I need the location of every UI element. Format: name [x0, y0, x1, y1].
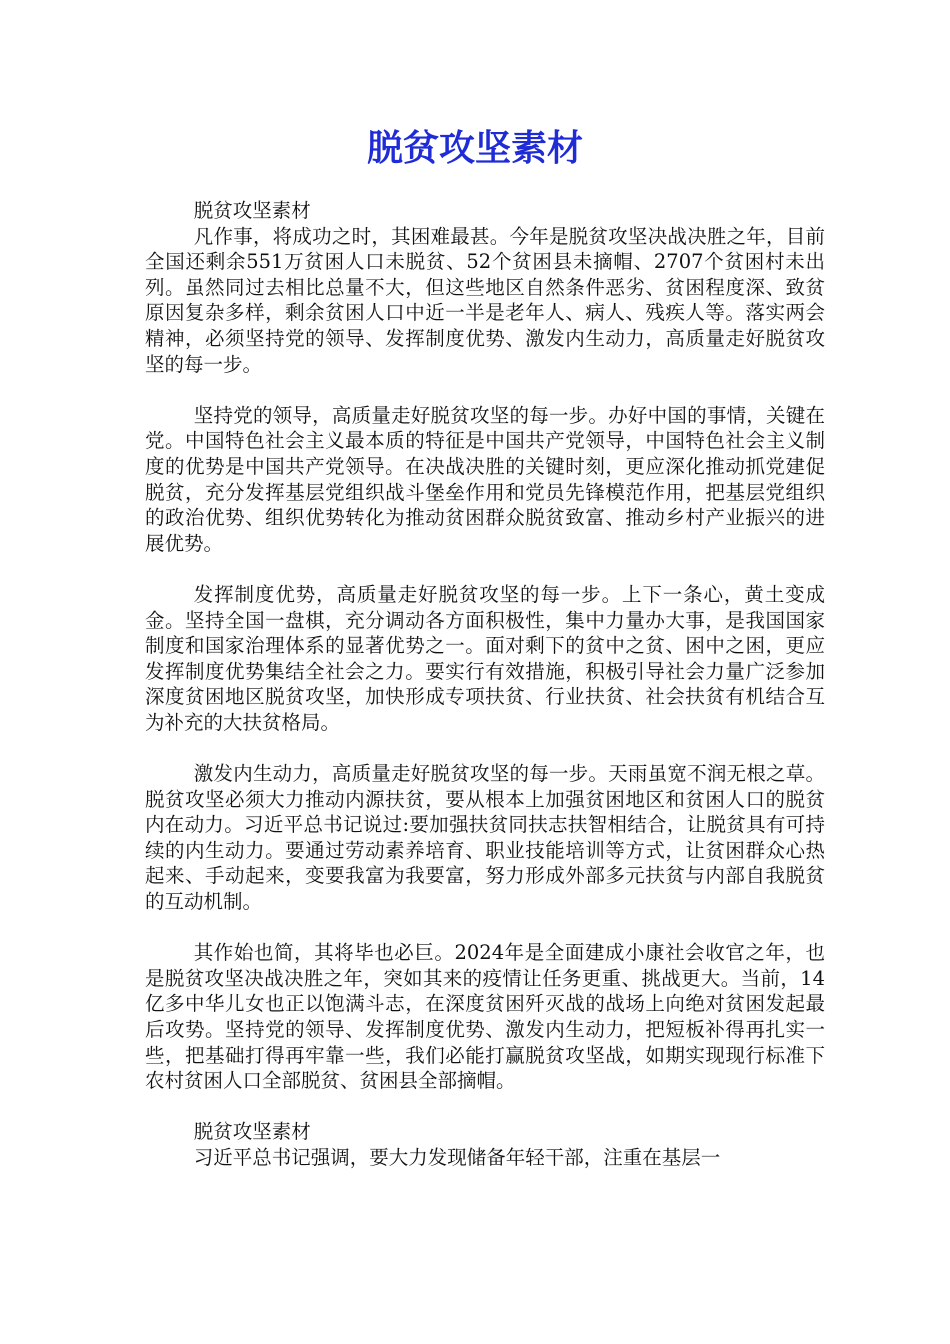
body-paragraph: 习近平总书记强调，要大力发现储备年轻干部，注重在基层一 — [193, 1145, 721, 1169]
body-paragraph: 激发内生动力，高质量走好脱贫攻坚的每一步。天雨虽宽不润无根之草。脱贫攻坚必须大力推动内源扶贫，要从根本上加强贫困地区和贫困人口的脱贫内在动力。习近平总书记说过:要加强扶贫同扶志扶智相结合，让脱贫具有可持续的内生动力。要通过劳动素养培育、职业技能培训等方式，让贫困群众心热起来、手动起来，变要我富为我要富，努力形成外部多元扶贫与内部自我脱贫的互动机制。 — [145, 762, 825, 914]
body-paragraph: 发挥制度优势，高质量走好脱贫攻坚的每一步。上下一条心，黄土变成金。坚持全国一盘棋，充分调动各方面积极性，集中力量办大事，是我国国家制度和国家治理体系的显著优势之一。面对剩下的贫中之贫、困中之困，更应发挥制度优势集结全社会之力。要实行有效措施，积极引导社会力量广泛参加深度贫困地区脱贫攻坚，加快形成专项扶贫、行业扶贫、社会扶贫有机结合互为补充的大扶贫格局。 — [145, 582, 825, 734]
body-paragraph: 凡作事，将成功之时，其困难最甚。今年是脱贫攻坚决战决胜之年，目前全国还剩余551万贫困人口未脱贫、52个贫困县未摘帽、2707个贫困村未出列。虽然同过去相比总量不大，但这些地区自然条件恶劣、贫困程度深、致贫原因复杂多样，剩余贫困人口中近一半是老年人、病人、残疾人等。落实两会精神，必须坚持党的领导、发挥制度优势、激发内生动力，高质量走好脱贫攻坚的每一步。 — [145, 224, 825, 376]
section-heading: 脱贫攻坚素材 — [193, 199, 311, 222]
document-title: 脱贫攻坚素材 — [366, 128, 583, 169]
section-heading: 脱贫攻坚素材 — [193, 1120, 311, 1144]
body-paragraph: 其作始也简，其将毕也必巨。2024年是全面建成小康社会收官之年，也是脱贫攻坚决战决胜之年，突如其来的疫情让任务更重、挑战更大。当前，14亿多中华儿女也正以饱满斗志，在深度贫困歼灭战的战场上向绝对贫困发起最后攻势。坚持党的领导、发挥制度优势、激发内生动力，把短板补得再扎实一些，把基础打得再牢靠一些，我们必能打赢脱贫攻坚战，如期实现现行标准下农村贫困人口全部脱贫、贫困县全部摘帽。 — [145, 941, 825, 1093]
body-paragraph: 坚持党的领导，高质量走好脱贫攻坚的每一步。办好中国的事情，关键在党。中国特色社会主义最本质的特征是中国共产党领导，中国特色社会主义制度的优势是中国共产党领导。在决战决胜的关键时刻，更应深化推动抓党建促脱贫，充分发挥基层党组织战斗堡垒作用和党员先锋模范作用，把基层党组织的政治优势、组织优势转化为推动贫困群众脱贫致富、推动乡村产业振兴的进展优势。 — [145, 403, 825, 555]
document-body — [145, 198, 825, 1171]
